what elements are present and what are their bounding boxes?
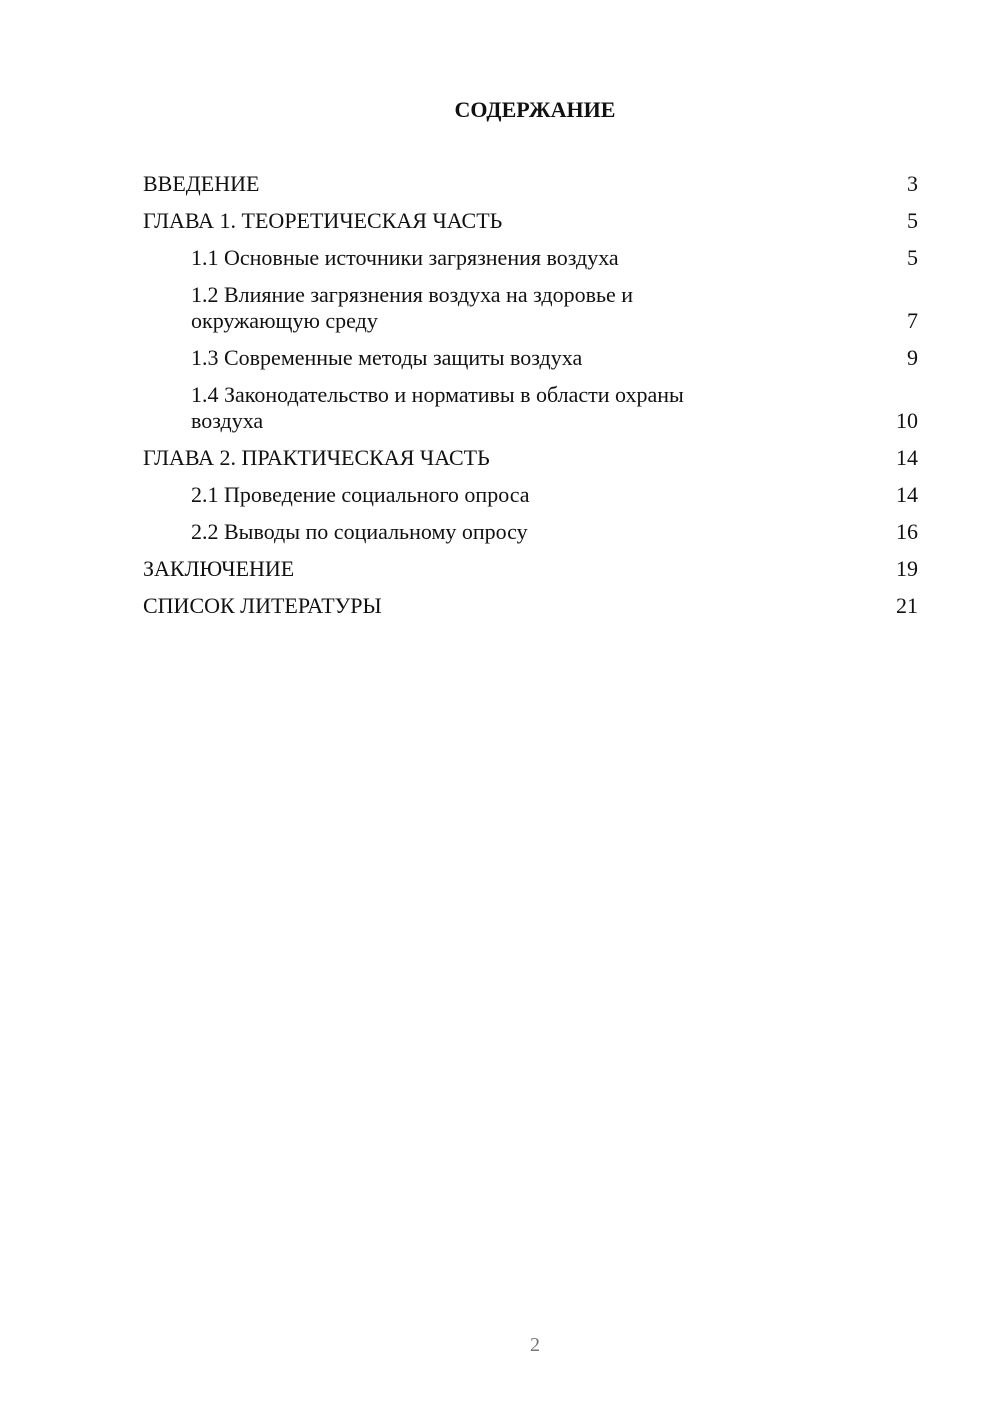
toc-entry[interactable]	[143, 334, 918, 371]
toc-entry-page: 14	[896, 482, 918, 507]
toc-entry-page: 21	[896, 593, 918, 618]
toc-entry-text: 1.2 Влияние загрязнения воздуха на здоровье и окружающую среду	[191, 282, 634, 333]
toc-entry-text: ВВЕДЕНИЕ	[143, 171, 260, 196]
toc-entry[interactable]	[143, 271, 918, 334]
toc-entry-text: 2.1 Проведение социального опроса	[191, 482, 530, 507]
toc-entry-text: 1.1 Основные источники загрязнения воздуха	[191, 245, 619, 270]
toc-entry-page: 9	[907, 345, 918, 370]
toc-entry-page: 10	[896, 408, 918, 433]
toc-entry[interactable]	[143, 234, 918, 271]
toc-entry[interactable]	[143, 582, 918, 619]
toc-entry[interactable]	[143, 471, 918, 508]
toc-entry[interactable]	[143, 371, 918, 434]
toc-entry-text: 1.3 Современные методы защиты воздуха	[191, 345, 583, 370]
page-number: 2	[530, 1334, 540, 1356]
toc-entry-text: 1.4 Законодательство и нормативы в области охраны воздуха	[191, 382, 684, 433]
toc-entry-page: 19	[896, 556, 918, 581]
table-of-contents	[143, 160, 918, 619]
toc-entry-page: 7	[907, 308, 918, 333]
toc-entry-page: 3	[907, 171, 918, 196]
toc-entry-text: ГЛАВА 2. ПРАКТИЧЕСКАЯ ЧАСТЬ	[143, 445, 490, 470]
toc-entry-text: ЗАКЛЮЧЕНИЕ	[143, 556, 295, 581]
toc-entry-page: 5	[907, 208, 918, 233]
toc-entry-page: 16	[896, 519, 918, 544]
toc-entry-text: ГЛАВА 1. ТЕОРЕТИЧЕСКАЯ ЧАСТЬ	[143, 208, 503, 233]
toc-entry[interactable]	[143, 434, 918, 471]
toc-entry[interactable]	[143, 508, 918, 545]
toc-entry-page: 14	[896, 445, 918, 470]
toc-entry-text: 2.2 Выводы по социальному опросу	[191, 519, 528, 544]
toc-entry[interactable]	[143, 160, 918, 197]
toc-entry[interactable]	[143, 197, 918, 234]
toc-entry-text: СПИСОК ЛИТЕРАТУРЫ	[143, 593, 382, 618]
toc-title: СОДЕРЖАНИЕ	[454, 97, 616, 122]
toc-entry-page: 5	[907, 245, 918, 270]
toc-entry[interactable]	[143, 545, 918, 582]
